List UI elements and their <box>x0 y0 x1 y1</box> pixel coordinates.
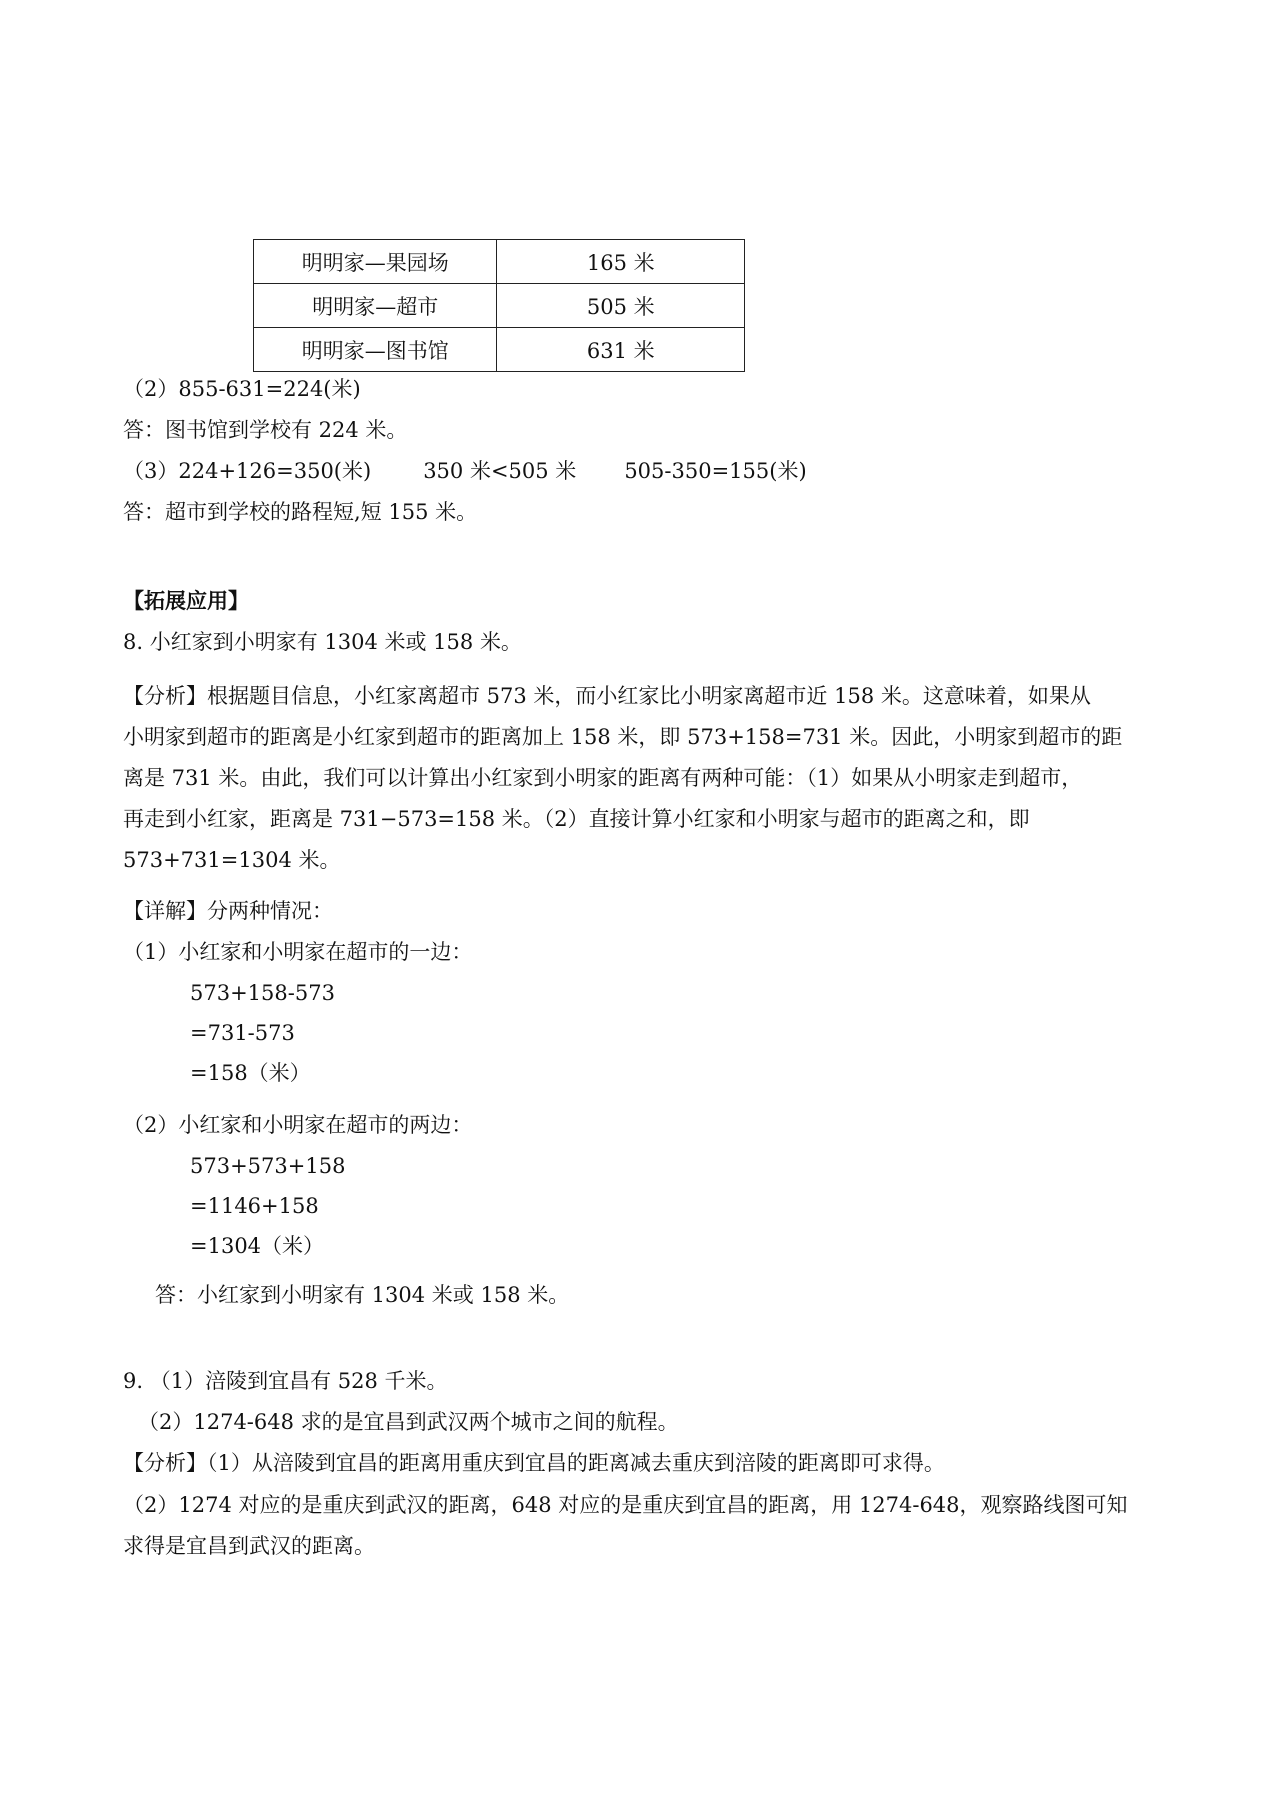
q8-case1-title: （1）小红家和小明家在超市的一边： <box>123 940 473 964</box>
route-cell: 明明家—超市 <box>254 284 497 328</box>
q8-case1-step: =731-573 <box>190 1021 295 1045</box>
q7-part3-answer: 答：超市到学校的路程短,短 155 米。 <box>123 500 478 524</box>
q9-answer1: 9. （1）涪陵到宜昌有 528 千米。 <box>123 1369 448 1393</box>
table-row <box>254 328 745 372</box>
q8-case2-step: =1146+158 <box>190 1194 319 1218</box>
q7-part3-calc-c: 505-350=155(米) <box>624 459 807 483</box>
table-row <box>254 284 745 328</box>
distance-cell: 165 米 <box>497 240 745 284</box>
q9-analysis1: 【分析】（1）从涪陵到宜昌的距离用重庆到宜昌的距离减去重庆到涪陵的距离即可求得。 <box>123 1451 945 1475</box>
q8-case1-step: =158（米） <box>190 1061 311 1085</box>
q8-detail-title: 【详解】分两种情况： <box>123 899 333 923</box>
q7-part2-calc: （2）855-631=224(米) <box>123 377 361 401</box>
q8-case1-step: 573+158-573 <box>190 981 335 1005</box>
q8-case2-step: =1304（米） <box>190 1234 325 1258</box>
route-cell: 明明家—图书馆 <box>254 328 497 372</box>
q7-part2-answer: 答：图书馆到学校有 224 米。 <box>123 418 408 442</box>
q8-analysis-line: 【分析】根据题目信息，小红家离超市 573 米，而小红家比小明家离超市近 158 米。这意味着，如果从 <box>123 684 1091 708</box>
distance-table <box>253 239 745 372</box>
q8-answer: 8. 小红家到小明家有 1304 米或 158 米。 <box>123 630 522 654</box>
q8-analysis-line: 再走到小红家，距离是 731−573=158 米。（2）直接计算小红家和小明家与超市的距离之和，即 <box>123 807 1030 831</box>
q7-part3-calc-b: 350 米<505 米 <box>423 459 577 483</box>
distance-cell: 631 米 <box>497 328 745 372</box>
q8-case2-step: 573+573+158 <box>190 1154 346 1178</box>
table-row <box>254 240 745 284</box>
q7-part3-calc-a: （3）224+126=350(米) <box>123 459 372 483</box>
q8-final-answer: 答：小红家到小明家有 1304 米或 158 米。 <box>155 1283 570 1307</box>
q7-part3-calc <box>123 456 807 486</box>
q8-analysis-line: 小明家到超市的距离是小红家到超市的距离加上 158 米，即 573+158=731 米。因此，小明家到超市的距 <box>123 725 1123 749</box>
q8-analysis-line: 离是 731 米。由此，我们可以计算出小红家到小明家的距离有两种可能：（1）如果从小明家走到超市， <box>123 766 1083 790</box>
q8-analysis-line: 573+731=1304 米。 <box>123 848 341 872</box>
q8-case2-title: （2）小红家和小明家在超市的两边： <box>123 1113 473 1137</box>
route-cell: 明明家—果园场 <box>254 240 497 284</box>
q9-analysis2-line2: 求得是宜昌到武汉的距离。 <box>123 1534 375 1558</box>
q9-analysis2-line1: （2）1274 对应的是重庆到武汉的距离，648 对应的是重庆到宜昌的距离，用 1274-648，观察路线图可知 <box>123 1493 1128 1517</box>
distance-cell: 505 米 <box>497 284 745 328</box>
q9-answer2: （2）1274-648 求的是宜昌到武汉两个城市之间的航程。 <box>138 1410 679 1434</box>
section-title: 【拓展应用】 <box>123 588 249 613</box>
